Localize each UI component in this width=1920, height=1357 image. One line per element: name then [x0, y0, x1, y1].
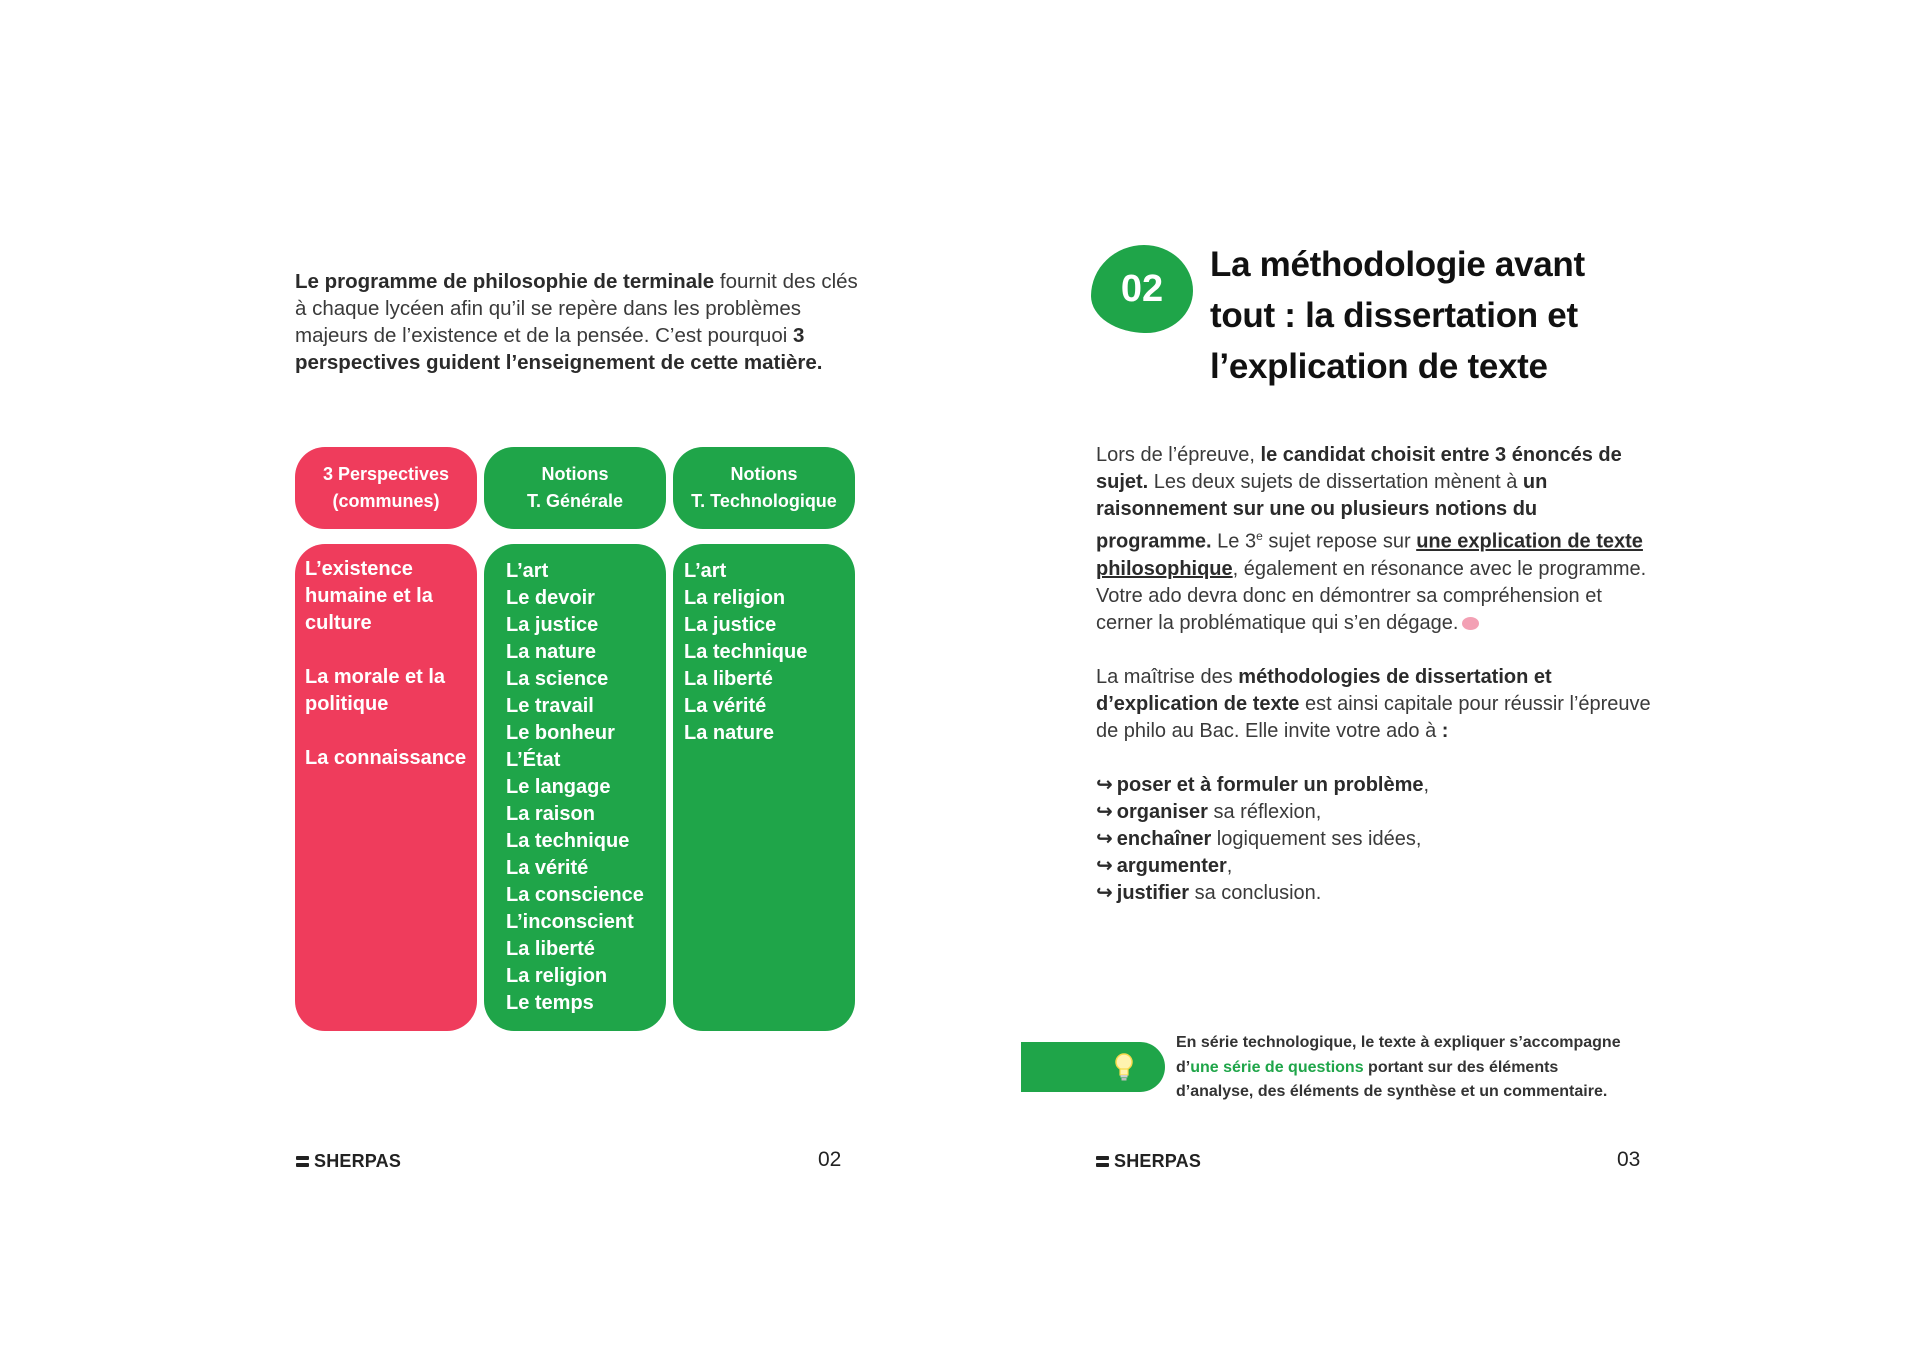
list-item: Le devoir [506, 587, 595, 609]
notions-generale-header [484, 447, 666, 529]
list-item: ↪ justifier sa conclusion. [1096, 881, 1322, 904]
list-item: ↪ argumenter, [1096, 854, 1233, 877]
list-item: La vérité [506, 857, 589, 879]
notions-techno-header-line1: Notions [730, 464, 798, 484]
notions-techno-list [673, 544, 855, 1031]
list-item: La raison [506, 803, 595, 825]
list-item: La conscience [506, 884, 644, 906]
lightbulb-icon [1113, 1052, 1135, 1082]
list-item: La liberté [506, 938, 595, 960]
paragraph-methodologie: La maîtrise des méthodologies de dissertation et d’explication de texte est ainsi capitale pour réussir l’épreuve de philo au Bac. Elle invite votre ado à : [1096, 665, 1651, 742]
hook-arrow-icon: ↪ [1096, 800, 1113, 823]
list-item: La nature [506, 641, 597, 663]
list-item: ↪ organiser sa réflexion, [1096, 800, 1322, 823]
notions-generale-list [484, 544, 666, 1031]
hook-arrow-icon: ↪ [1096, 773, 1113, 796]
perspectives-header [295, 447, 477, 529]
logo-icon [296, 1156, 309, 1167]
intro-paragraph: Le programme de philosophie de terminale fournit des clés à chaque lycéen afin qu’il se repère dans les problèmes majeurs de l’existence et de la pensée. C’est pourquoi 3 perspectives guident l’enseignement de cette matière. [295, 270, 858, 374]
tip-bar [1021, 1042, 1165, 1092]
list-item: La religion [684, 587, 786, 609]
list-item: La technique [684, 641, 808, 663]
list-item: La liberté [684, 668, 773, 690]
list-item: La morale et la politique [305, 666, 446, 715]
sherpas-logo-right: SHERPAS [1096, 1151, 1201, 1172]
list-item: La justice [506, 614, 599, 636]
section-number-badge: 02 [1091, 245, 1193, 333]
list-item: ↪ enchaîner logiquement ses idées, [1096, 827, 1422, 850]
list-item: Le langage [506, 776, 611, 798]
page-number-right: 03 [1617, 1148, 1641, 1171]
perspectives-list [295, 544, 477, 1031]
tip-text: En série technologique, le texte à expliquer s’accompagne d’une série de questions portant sur des éléments d’analyse, des éléments de synthèse et un commentaire. [1176, 1034, 1621, 1100]
logo-icon [1096, 1156, 1109, 1167]
skills-list [1096, 772, 1656, 907]
section-body [1096, 442, 1656, 907]
list-item: L’État [506, 749, 561, 771]
list-item: La nature [684, 722, 775, 744]
list-item: La religion [506, 965, 608, 987]
hook-arrow-icon: ↪ [1096, 881, 1113, 904]
list-item: La connaissance [305, 747, 467, 769]
list-item: Le temps [506, 992, 594, 1014]
notions-generale-header-line2: T. Générale [526, 491, 624, 511]
brain-icon [1462, 617, 1479, 630]
list-item: L’art [506, 560, 549, 582]
list-item: Le travail [506, 695, 594, 717]
list-item: La vérité [684, 695, 767, 717]
sherpas-logo-left: SHERPAS [296, 1151, 401, 1172]
list-item: La technique [506, 830, 630, 852]
hook-arrow-icon: ↪ [1096, 854, 1113, 877]
section-title: La méthodologie avant tout : la dissertation et l’explication de texte [1210, 245, 1585, 386]
list-item: L’art [684, 560, 727, 582]
page-number-left: 02 [818, 1148, 842, 1171]
perspectives-header-line1: 3 Perspectives [322, 464, 450, 484]
list-item: La justice [684, 614, 777, 636]
list-item: ↪ poser et à formuler un problème, [1096, 773, 1430, 796]
notions-generale-header-line1: Notions [541, 464, 609, 484]
notions-techno-header-line2: T. Technologique [691, 491, 837, 511]
perspectives-header-line2: (communes) [332, 491, 440, 511]
list-item: L’inconscient [506, 911, 634, 933]
notions-techno-header [673, 447, 855, 529]
list-item: Le bonheur [506, 722, 615, 744]
hook-arrow-icon: ↪ [1096, 827, 1113, 850]
list-item: L’existence humaine et la culture [305, 558, 433, 634]
list-item: La science [506, 668, 609, 690]
paragraph-epreuve: Lors de l’épreuve, le candidat choisit entre 3 énoncés de sujet. Les deux sujets de dissertation mènent à un raisonnement sur une ou plusieurs notions du programme. Le 3e sujet repose sur une explication de texte philosophique, également en résonance avec le programme. Votre ado devra donc en démontrer sa compréhension et cerner la problématique qui s’en dégage. [1096, 444, 1647, 634]
